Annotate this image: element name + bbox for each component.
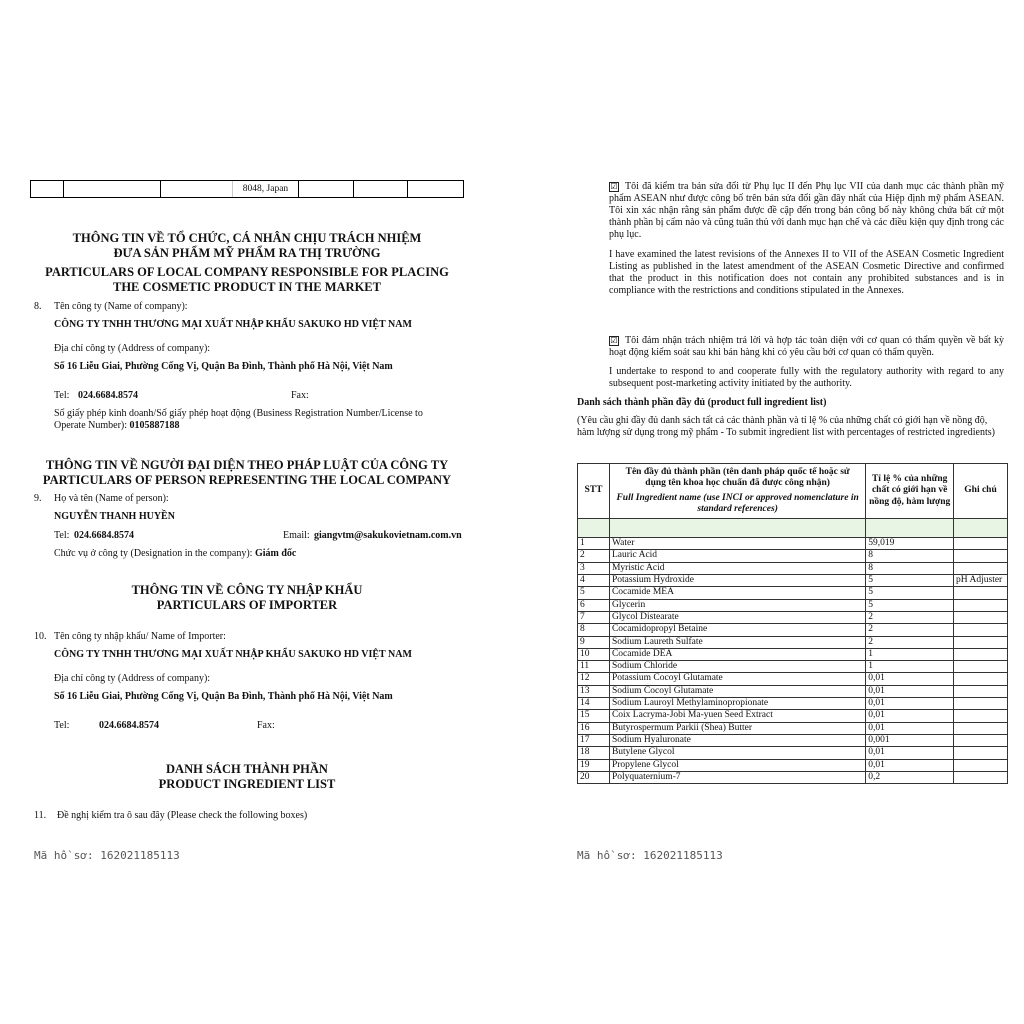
table-row	[578, 747, 1008, 759]
ingredient-stt-cell: 6	[578, 599, 610, 611]
table-row	[578, 661, 1008, 673]
ingredient-name-cell: Cocamidopropyl Betaine	[609, 624, 865, 636]
checked-checkbox-icon: ☑	[610, 182, 618, 191]
table-row	[578, 698, 1008, 710]
item-8-number: 8.	[34, 301, 42, 312]
ingredient-pct-cell: 0,01	[866, 710, 954, 722]
company-fax-label: Fax:	[291, 390, 309, 401]
ingredient-stt-cell: 19	[578, 759, 610, 771]
ingredient-note-cell	[954, 648, 1008, 660]
ingredient-pct-cell: 2	[866, 624, 954, 636]
col-percentage: Tỉ lệ % của những chất có giới hạn về nồng độ, hàm lượng	[866, 464, 954, 519]
ingredient-note-cell	[954, 747, 1008, 759]
ingredient-stt-cell: 17	[578, 734, 610, 746]
dossier-number: Mã hồ sơ: 162021185113	[577, 849, 723, 862]
ingredient-name-cell: Coix Lacryma-Jobi Ma-yuen Seed Extract	[609, 710, 865, 722]
importer-fax-label: Fax:	[257, 720, 275, 731]
ingredient-note-cell	[954, 771, 1008, 783]
ingredient-name-cell: Cocamide DEA	[609, 648, 865, 660]
item-9-number: 9.	[34, 493, 42, 504]
ingredient-note-cell	[954, 661, 1008, 673]
company-address-value: Số 16 Liễu Giai, Phường Cống Vị, Quận Ba Đình, Thành phố Hà Nội, Việt Nam	[54, 361, 393, 372]
rep-email-value: giangvtm@sakukovietnam.com.vn	[314, 530, 462, 541]
ingredient-stt-cell: 5	[578, 587, 610, 599]
importer-name-label: Tên công ty nhập khẩu/ Name of Importer:	[54, 631, 226, 642]
ingredient-name-cell: Myristic Acid	[609, 562, 865, 574]
ingredient-pct-cell: 1	[866, 661, 954, 673]
ingredient-name-cell: Sodium Laureth Sulfate	[609, 636, 865, 648]
ingredient-table-header	[578, 464, 1008, 519]
ingredient-note-cell	[954, 587, 1008, 599]
ingredient-pct-cell: 0,2	[866, 771, 954, 783]
declaration-1-vi: ☑ Tôi đã kiểm tra bản sửa đổi từ Phụ lục II đến Phụ lục VII của danh mục các thành phần mỹ phẩm ASEAN như được công bố trên bản sửa đổi gần đây nhất của Hiệp định mỹ phẩm ASEAN. Tôi xin xác nhận rằng sản phẩm được đề cập đến trong bản công bố này không chứa bất cứ một thành phần bị cấm nào và cũng tuân thủ với danh mục hạn chế và các điều kiện quy định trong các phụ lục.	[609, 181, 1004, 240]
ingredient-pct-cell: 5	[866, 599, 954, 611]
ingredient-name-cell: Butylene Glycol	[609, 747, 865, 759]
ingredient-name-cell: Water	[609, 538, 865, 550]
ingredient-note-cell	[954, 710, 1008, 722]
rep-tel-value: 024.6684.8574	[74, 530, 134, 541]
rep-designation: Chức vụ ở công ty (Designation in the company): Giám đốc	[54, 548, 297, 559]
top-table-row	[30, 180, 464, 198]
table-row	[578, 599, 1008, 611]
company-tel-value: 024.6684.8574	[78, 390, 138, 401]
ingredient-section-title: DANH SÁCH THÀNH PHẦN PRODUCT INGREDIENT LIST	[158, 762, 336, 791]
rep-tel-label: Tel:	[54, 530, 70, 541]
company-name-label: Tên công ty (Name of company):	[54, 301, 188, 312]
company-tel-label: Tel:	[54, 390, 70, 401]
table-row	[578, 624, 1008, 636]
ingredient-stt-cell: 4	[578, 575, 610, 587]
ingredient-pct-cell: 8	[866, 562, 954, 574]
ingredient-note-cell	[954, 624, 1008, 636]
ingredient-note-cell	[954, 722, 1008, 734]
ingredient-note-cell	[954, 562, 1008, 574]
importer-tel-label: Tel:	[54, 720, 70, 731]
ingredient-pct-cell: 5	[866, 587, 954, 599]
ingredient-note-cell	[954, 759, 1008, 771]
table-row	[578, 562, 1008, 574]
ingredient-name-cell: Lauric Acid	[609, 550, 865, 562]
company-name-value: CÔNG TY TNHH THƯƠNG MẠI XUẤT NHẬP KHẨU SAKUKO HD VIỆT NAM	[54, 319, 412, 330]
ingredient-name-cell: Butyrospermum Parkii (Shea) Butter	[609, 722, 865, 734]
ingredient-table	[577, 463, 1008, 784]
ingredient-name-cell: Cocamide MEA	[609, 587, 865, 599]
table-row	[578, 771, 1008, 783]
checked-checkbox-icon: ☑	[610, 336, 618, 345]
ingredient-pct-cell: 5	[866, 575, 954, 587]
ingredient-note-cell	[954, 550, 1008, 562]
ingredient-note-cell	[954, 611, 1008, 623]
ingredient-pct-cell: 59,019	[866, 538, 954, 550]
ingredient-stt-cell: 20	[578, 771, 610, 783]
declaration-2-en: I undertake to respond to and cooperate fully with the regulatory authority with regard to any subsequent post-marketing activity initiated by the authority.	[609, 366, 1004, 389]
table-row	[578, 575, 1008, 587]
ingredient-stt-cell: 14	[578, 698, 610, 710]
ingredient-note-cell	[954, 698, 1008, 710]
full-ingredient-list-title: Danh sách thành phần đầy đủ (product full ingredient list)	[577, 397, 827, 408]
rep-name-value: NGUYỄN THANH HUYỀN	[54, 511, 175, 522]
ingredient-pct-cell: 0,01	[866, 722, 954, 734]
ingredient-pct-cell: 2	[866, 611, 954, 623]
col-ingredient-name: Tên đầy đủ thành phần (tên danh pháp quốc tế hoặc sử dụng tên khoa học chuẩn đã được công nhận) Full Ingredient name (use INCI or approved nomenclature in standard references)	[609, 464, 865, 519]
table-row	[578, 734, 1008, 746]
declaration-2-vi: ☑ Tôi đảm nhận trách nhiệm trả lời và hợp tác toàn diện với cơ quan có thẩm quyền về bất kỳ hoạt động kiểm soát sau khi bán hàng khi có yêu cầu bởi cơ quan có thẩm quyền.	[609, 335, 1004, 358]
ingredient-note-cell	[954, 636, 1008, 648]
ingredient-pct-cell: 0,001	[866, 734, 954, 746]
col-stt: STT	[578, 464, 610, 519]
company-address-label: Địa chỉ công ty (Address of company):	[54, 343, 211, 354]
ingredient-stt-cell: 3	[578, 562, 610, 574]
declaration-1-en: I have examined the latest revisions of the Annexes II to VII of the ASEAN Cosmetic Ingredient Listing as published in the latest amendment of the ASEAN Cosmetic Directive and confirmed that the product in this notification does not contain any prohibited substances and is in compliance with the restrictions and conditions stipulated in the Annexes.	[609, 249, 1004, 296]
table-row	[578, 685, 1008, 697]
importer-address-label: Địa chỉ công ty (Address of company):	[54, 673, 211, 684]
ingredient-name-cell: Sodium Hyaluronate	[609, 734, 865, 746]
check-instruction: Đề nghị kiểm tra ô sau đây (Please check the following boxes)	[57, 810, 308, 821]
ingredient-name-cell: Glycerin	[609, 599, 865, 611]
table-row	[578, 538, 1008, 550]
license-label: Số giấy phép kinh doanh/Số giấy phép hoạt động (Business Registration Number/License to Operate Number): 0105887188	[54, 408, 423, 431]
ingredient-note-cell	[954, 685, 1008, 697]
rep-designation-value: Giám đốc	[254, 548, 297, 559]
ingredient-name-cell: Propylene Glycol	[609, 759, 865, 771]
ingredient-note-cell: pH Adjuster	[954, 575, 1008, 587]
ingredient-pct-cell: 1	[866, 648, 954, 660]
ingredient-stt-cell: 8	[578, 624, 610, 636]
item-10-number: 10.	[34, 631, 47, 642]
table-row	[578, 759, 1008, 771]
table-row	[578, 648, 1008, 660]
importer-tel-value: 024.6684.8574	[99, 720, 159, 731]
importer-name-value: CÔNG TY TNHH THƯƠNG MẠI XUẤT NHẬP KHẨU SAKUKO HD VIỆT NAM	[54, 649, 412, 660]
company-title-en: PARTICULARS OF LOCAL COMPANY RESPONSIBLE FOR PLACING THE COSMETIC PRODUCT IN THE MARKET	[45, 265, 449, 294]
ingredient-pct-cell: 0,01	[866, 685, 954, 697]
ingredient-name-cell: Glycol Distearate	[609, 611, 865, 623]
rep-name-label: Họ và tên (Name of person):	[54, 493, 169, 504]
ingredient-note-cell	[954, 734, 1008, 746]
ingredient-name-cell: Sodium Chloride	[609, 661, 865, 673]
ingredient-name-cell: Potassium Hydroxide	[609, 575, 865, 587]
ingredient-note-cell	[954, 538, 1008, 550]
ingredient-stt-cell: 7	[578, 611, 610, 623]
ingredient-stt-cell: 13	[578, 685, 610, 697]
ingredient-pct-cell: 2	[866, 636, 954, 648]
ingredient-table-body	[578, 519, 1008, 784]
ingredient-note-cell	[954, 673, 1008, 685]
ingredient-stt-cell: 1	[578, 538, 610, 550]
ingredient-note-cell	[954, 599, 1008, 611]
table-row	[578, 636, 1008, 648]
dossier-number: Mã hồ sơ: 162021185113	[34, 849, 180, 862]
col-note: Ghi chú	[954, 464, 1008, 519]
table-row	[578, 710, 1008, 722]
company-title-vi: THÔNG TIN VỀ TỔ CHỨC, CÁ NHÂN CHỊU TRÁCH NHIỆM ĐƯA SẢN PHẨM MỸ PHẨM RA THỊ TRƯỜNG	[72, 231, 422, 260]
ingredient-name-cell: Sodium Lauroyl Methylaminopropionate	[609, 698, 865, 710]
ingredient-pct-cell: 0,01	[866, 673, 954, 685]
ingredient-name-cell: Potassium Cocoyl Glutamate	[609, 673, 865, 685]
rep-title: THÔNG TIN VỀ NGƯỜI ĐẠI DIỆN THEO PHÁP LUẬT CỦA CÔNG TY PARTICULARS OF PERSON REPRESENTING THE LOCAL COMPANY	[42, 458, 452, 487]
ingredient-stt-cell: 15	[578, 710, 610, 722]
ingredient-stt-cell: 9	[578, 636, 610, 648]
rep-email-label: Email:	[283, 530, 310, 541]
table-row	[578, 673, 1008, 685]
ingredient-stt-cell: 2	[578, 550, 610, 562]
ingredient-name-cell: Sodium Cocoyl Glutamate	[609, 685, 865, 697]
license-value: 0105887188	[129, 420, 180, 431]
table-row	[578, 587, 1008, 599]
ingredient-stt-cell: 18	[578, 747, 610, 759]
ingredient-pct-cell: 8	[866, 550, 954, 562]
table-row	[578, 611, 1008, 623]
top-table-cell: 8048, Japan	[233, 181, 299, 197]
item-11-number: 11.	[34, 810, 47, 821]
ingredient-stt-cell: 10	[578, 648, 610, 660]
ingredient-pct-cell: 0,01	[866, 759, 954, 771]
full-ingredient-list-note: (Yêu cầu ghi đầy đủ danh sách tất cả các thành phần và tỉ lệ % của những chất có giới hạn về nồng độ, hàm lượng sử dụng trong mỹ phẩm - To submit ingredient list with percentages of restricted ingredients)	[577, 415, 995, 438]
importer-title: THÔNG TIN VỀ CÔNG TY NHẬP KHẨU PARTICULARS OF IMPORTER	[131, 583, 363, 612]
ingredient-stt-cell: 11	[578, 661, 610, 673]
ingredient-pct-cell: 0,01	[866, 698, 954, 710]
table-row	[578, 550, 1008, 562]
ingredient-stt-cell: 12	[578, 673, 610, 685]
importer-address-value: Số 16 Liễu Giai, Phường Cống Vị, Quận Ba Đình, Thành phố Hà Nội, Việt Nam	[54, 691, 393, 702]
ingredient-stt-cell: 16	[578, 722, 610, 734]
ingredient-pct-cell: 0,01	[866, 747, 954, 759]
table-row	[578, 722, 1008, 734]
ingredient-name-cell: Polyquaternium-7	[609, 771, 865, 783]
